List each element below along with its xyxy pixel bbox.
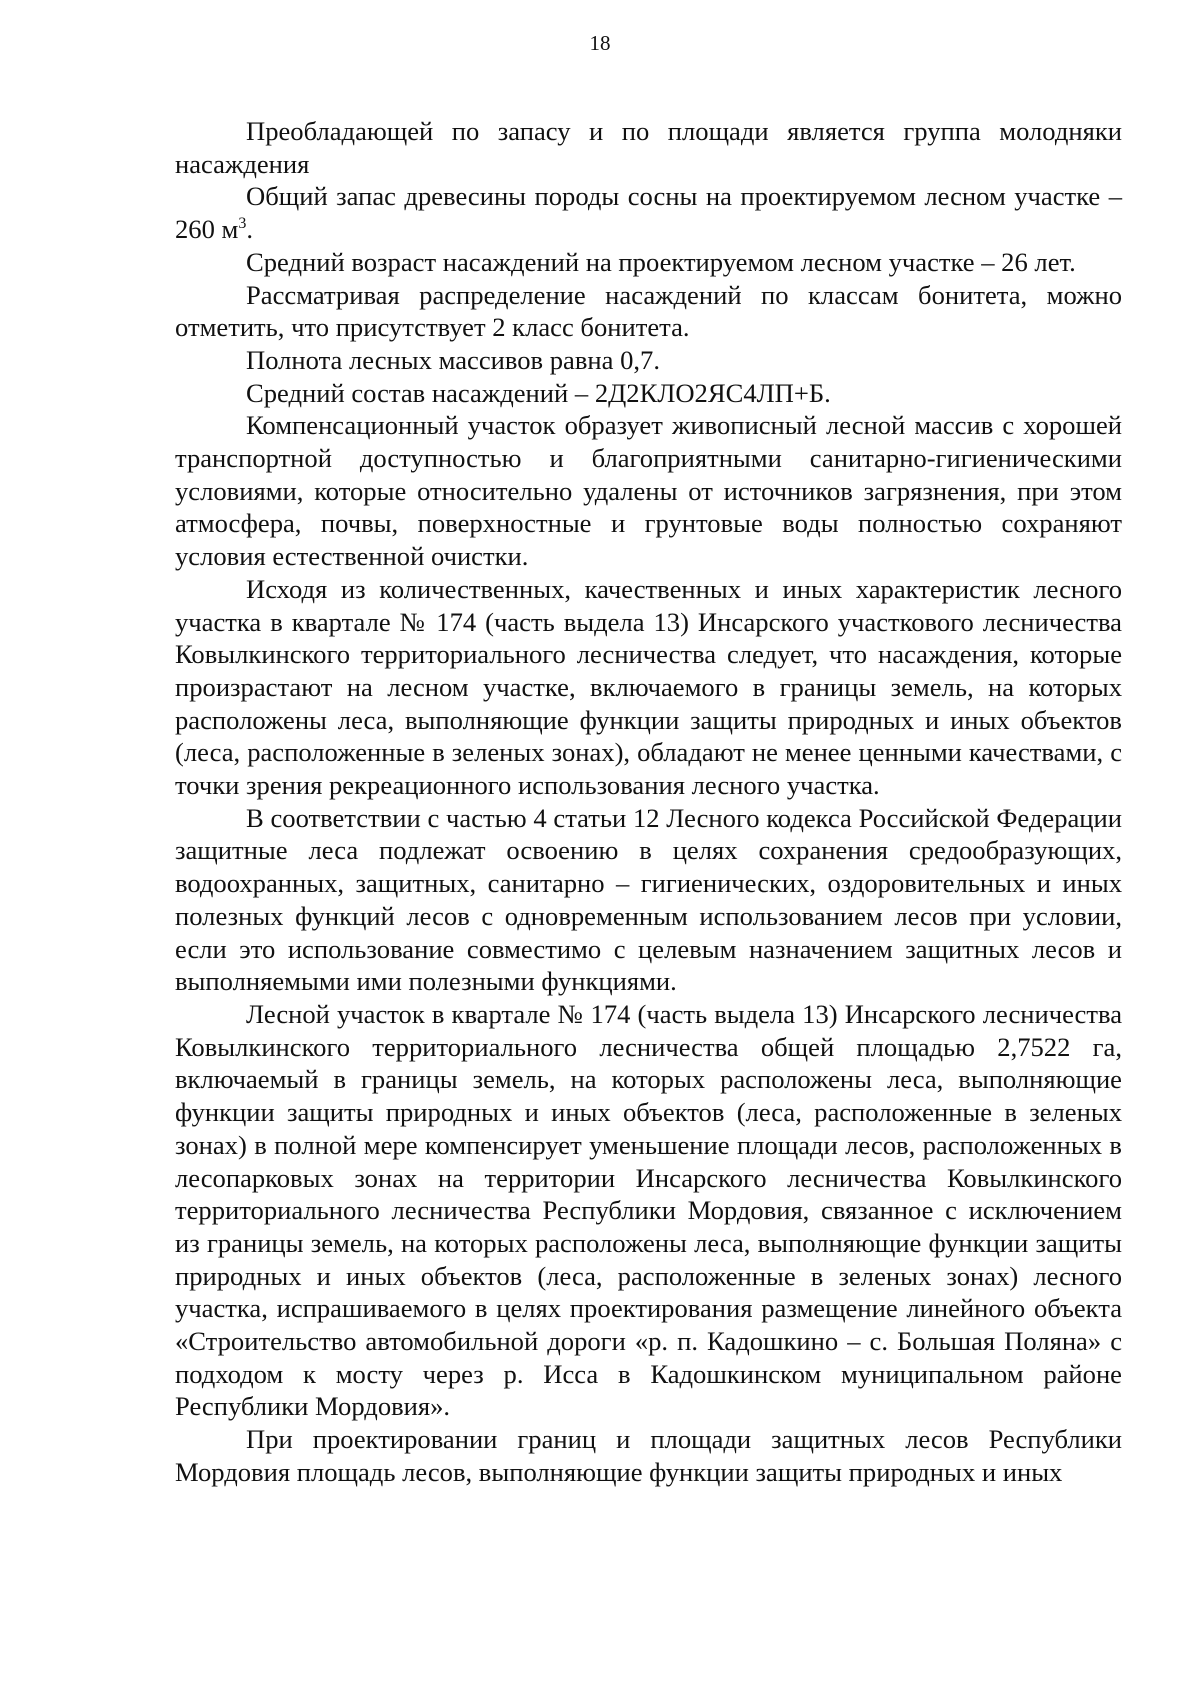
paragraph-5: Полнота лесных массивов равна 0,7. — [246, 344, 660, 375]
paragraph-4: Рассматривая распределение насаждений по классам бонитета, можно отметить, что присутствует 2 класс бонитета. — [175, 279, 1122, 343]
page-number: 18 — [589, 31, 611, 55]
paragraph-6: Средний состав насаждений – 2Д2КЛО2ЯС4ЛП+Б. — [246, 377, 831, 408]
body-text — [175, 115, 1122, 1489]
paragraph-2-tail: . — [246, 214, 254, 245]
paragraph-3: Средний возраст насаждений на проектируемом лесном участке – 26 лет. — [246, 246, 1076, 277]
cubic-superscript: 3 — [238, 215, 247, 233]
paragraph-1: Преобладающей по запасу и по площади является группа молодняки насаждения — [175, 116, 1122, 179]
paragraph-10: Лесной участок в квартале № 174 (часть выдела 13) Инсарского лесничества Ковылкинского территориального лесничества общей площадью 2,7522 га, включаемый в границы земель, на которых расположены леса, выполняющие функции защиты природных и иных объектов (леса, расположенные в зеленых зонах) в полной мере компенсирует уменьшение площади лесов, расположенных в лесопарковых зонах на территории Инсарского лесничества Ковылкинского территориального лесничества Республики Мордовия, связанное с исключением из границы земель, на которых расположены леса, выполняющие функции защиты природных и иных объектов (леса, расположенные в зеленых зонах) лесного участка, испрашиваемого в целях проектирования размещение линейного объекта «Строительство автомобильной дороги «р. п. Кадошкино – с. Большая Поляна» с подходом к мосту через р. Исса в Кадошкинском муниципальном районе Республики Мордовия». — [175, 998, 1122, 1422]
paragraph-9: В соответствии с частью 4 статьи 12 Лесного кодекса Российской Федерации защитные леса подлежат освоению в целях сохранения средообразующих, водоохранных, защитных, санитарно – гигиенических, оздоровительных и иных полезных функций лесов с одновременным использованием лесов при условии, если это использование совместимо с целевым назначением защитных лесов и выполняемыми ими полезными функциями. — [175, 802, 1122, 997]
paragraph-2 — [175, 180, 1122, 245]
paragraph-11: При проектировании границ и площади защитных лесов Республики Мордовия площадь лесов, выполняющие функции защиты природных и иных — [175, 1424, 1122, 1487]
paragraph-8: Исходя из количественных, качественных и иных характеристик лесного участка в квартале № 174 (часть выдела 13) Инсарского участкового лесничества Ковылкинского территориального лесничества следует, что насаждения, которые произрастают на лесном участке, включаемого в границы земель, на которых расположены леса, выполняющие функции защиты природных и иных объектов (леса, расположенные в зеленых зонах), обладают не менее ценными качествами, с точки зрения рекреационного использования лесного участка. — [175, 573, 1122, 801]
paragraph-7: Компенсационный участок образует живописный лесной массив с хорошей транспортной доступностью и благоприятными санитарно-гигиеническими условиями, которые относительно удалены от источников загрязнения, при этом атмосфера, почвы, поверхностные и грунтовые воды полностью сохраняют условия естественной очистки. — [175, 410, 1122, 572]
paragraph-2-text: Общий запас древесины породы сосны на проектируемом лесном участке – 260 м — [175, 181, 1122, 245]
